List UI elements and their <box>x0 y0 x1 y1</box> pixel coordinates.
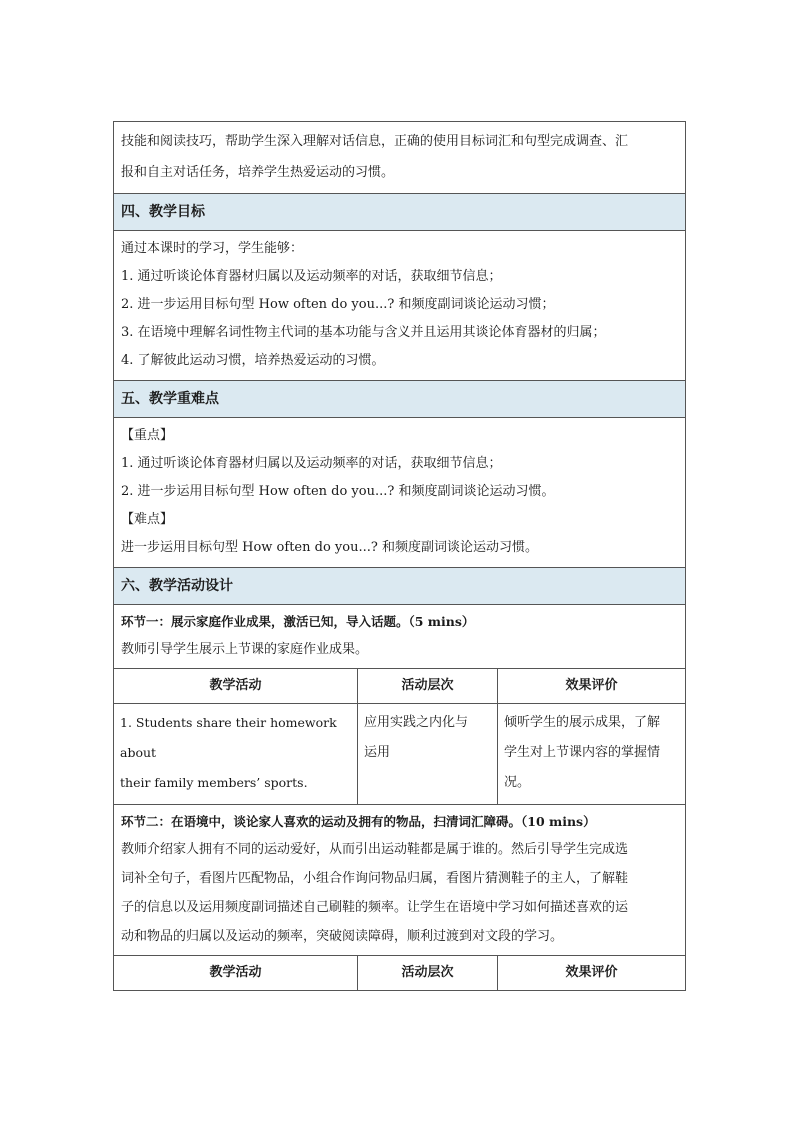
level-cell: 应用实践之内化与 运用 <box>358 704 498 804</box>
evaluation-cell: 倾听学生的展示成果，了解 学生对上节课内容的掌握情 况。 <box>504 715 661 790</box>
goal-item: 3. 在语境中理解名词性物主代词的基本功能与含义并且运用其谈论体育器材的归属； <box>121 325 606 340</box>
goal-item: 2. 进一步运用目标句型 How often do you...? 和频度副词谈论运动习惯； <box>121 297 555 312</box>
column-header: 教学活动 <box>114 956 358 990</box>
difficulty-label: 【难点】 <box>121 512 174 527</box>
step2-title: 环节二：在语境中，谈论家人喜欢的运动及拥有的物品，扫清词汇障碍。（10 mins） <box>121 814 596 829</box>
step1-table-header <box>113 669 686 704</box>
step1-title: 环节一：展示家庭作业成果，激活已知，导入话题。（5 mins） <box>121 614 475 629</box>
goals-block <box>113 231 686 381</box>
column-header: 活动层次 <box>358 956 498 990</box>
activity-cell: 1. Students share their homework about their family members’ sports. <box>114 704 358 804</box>
step2-desc: 教师介绍家人拥有不同的运动爱好，从而引出运动鞋都是属于谁的。然后引导学生完成选 词补全句子，看图片匹配物品，小组合作询问物品归属，看图片猜测鞋子的主人，了解鞋 子的信息以及运用频度副词描述自己刷鞋的频率。让学生在语境中学习如何描述喜欢的运 动和物品的归属以及运动的频率，突破阅读障碍，顺利过渡到对文段的学习。 <box>121 842 629 944</box>
keypoints-heading: 五、教学重难点 <box>113 381 686 418</box>
intro-block <box>113 121 686 194</box>
focus-item: 2. 进一步运用目标句型 How often do you...? 和频度副词谈论运动习惯。 <box>121 484 555 499</box>
goal-item: 4. 了解彼此运动习惯，培养热爱运动的习惯。 <box>121 353 385 368</box>
step2-table-header <box>113 956 686 991</box>
focus-item: 1. 通过听谈论体育器材归属以及运动频率的对话，获取细节信息； <box>121 456 502 471</box>
step1-desc: 教师引导学生展示上节课的家庭作业成果。 <box>121 642 369 657</box>
keypoints-block <box>113 418 686 568</box>
column-header: 活动层次 <box>358 669 498 703</box>
column-header: 效果评价 <box>565 678 618 693</box>
goals-intro: 通过本课时的学习，学生能够： <box>121 241 304 256</box>
step1-table-row <box>113 704 686 805</box>
goals-heading: 四、教学目标 <box>113 194 686 231</box>
difficulty-text: 进一步运用目标句型 How often do you...? 和频度副词谈论运动习惯。 <box>121 540 538 555</box>
intro-line-1: 技能和阅读技巧，帮助学生深入理解对话信息，正确的使用目标词汇和句型完成调查、汇 <box>121 134 629 149</box>
goal-item: 1. 通过听谈论体育器材归属以及运动频率的对话，获取细节信息； <box>121 269 502 284</box>
activities-heading: 六、教学活动设计 <box>113 568 686 605</box>
focus-label: 【重点】 <box>121 428 174 443</box>
intro-line-2: 报和自主对话任务，培养学生热爱运动的习惯。 <box>121 165 395 180</box>
lesson-plan-document <box>113 121 686 991</box>
step2-block <box>113 805 686 956</box>
column-header: 效果评价 <box>565 965 618 980</box>
column-header: 教学活动 <box>114 669 358 703</box>
step1-block <box>113 605 686 669</box>
